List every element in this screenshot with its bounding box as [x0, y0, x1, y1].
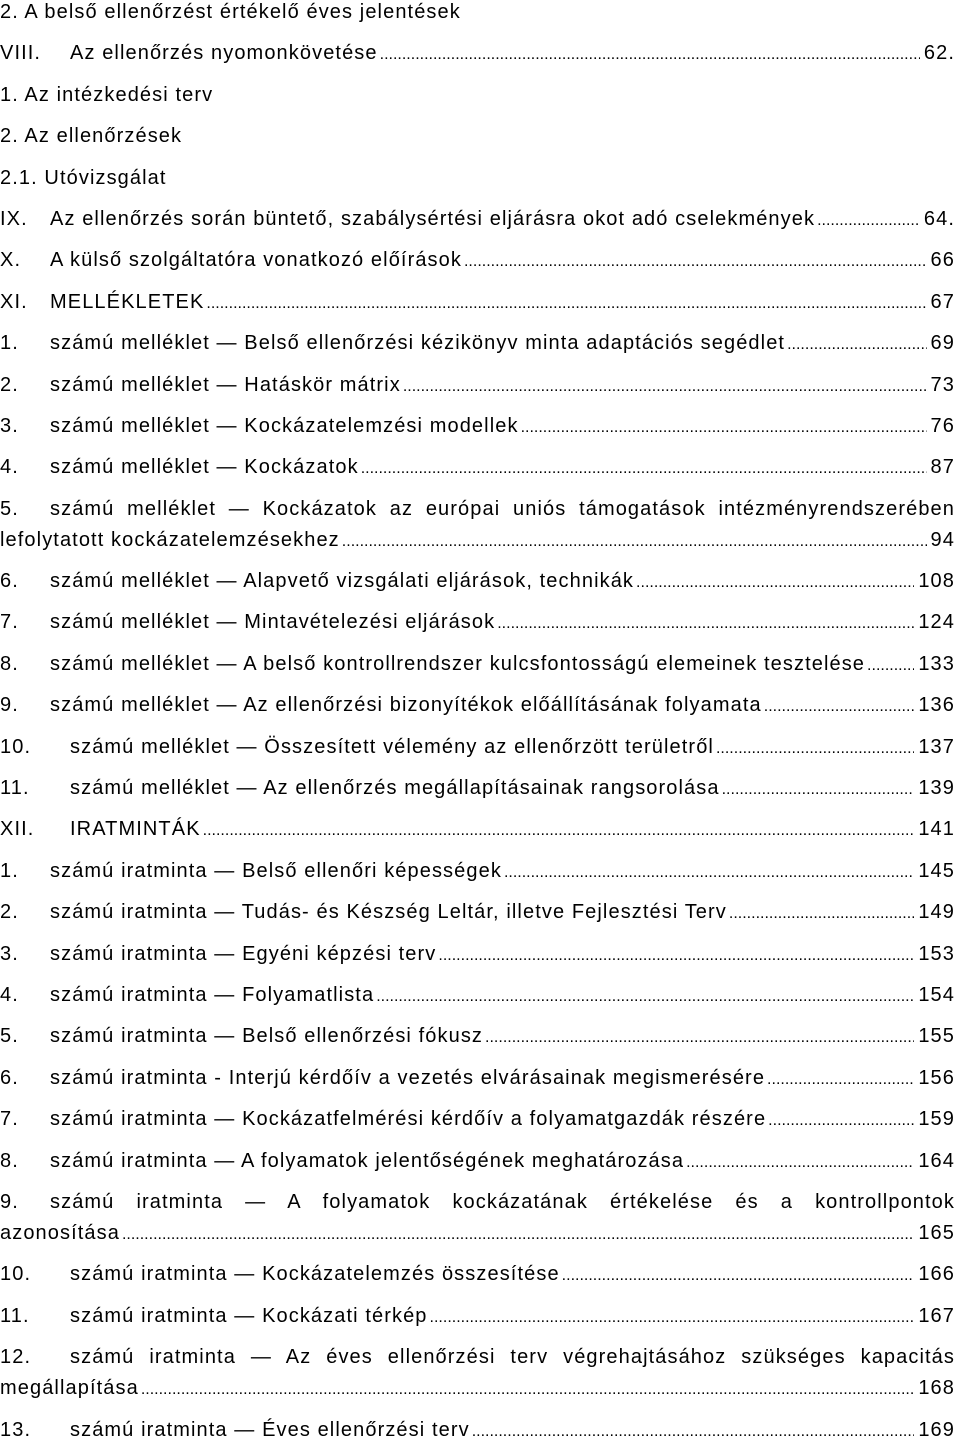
toc-entry	[0, 693, 955, 717]
toc-entry-title-continued: megállapítása	[0, 1377, 139, 1400]
toc-entry-number: 3.	[0, 414, 19, 437]
toc-entry	[0, 455, 955, 479]
toc-entry-number: 5.	[0, 1025, 19, 1048]
toc-entry-page: 166	[918, 1263, 955, 1286]
dot-leader	[430, 1306, 915, 1330]
toc-entry	[0, 1149, 955, 1173]
toc-entry	[0, 248, 955, 272]
toc-entry-number: 13.	[0, 1418, 32, 1441]
dot-leader	[521, 416, 927, 440]
toc-entry	[0, 207, 955, 231]
toc-entry-title: Az ellenőrzés nyomonkövetése	[70, 42, 378, 65]
toc-entry-continuation	[0, 1376, 955, 1400]
toc-entry-page: 64.	[923, 207, 955, 230]
toc-entry-page: 133	[918, 652, 955, 675]
toc-entry	[0, 166, 955, 190]
dot-leader	[768, 1109, 914, 1133]
toc-entry-page: 156	[918, 1066, 955, 1089]
toc-entry-number: 1.	[0, 859, 19, 882]
dot-leader	[438, 944, 914, 968]
toc-entry-number: 2.	[0, 373, 19, 396]
toc-entry-page: 108	[918, 570, 955, 593]
toc-entry-page: 169	[918, 1418, 955, 1441]
toc-entry-number: 2.	[0, 901, 19, 924]
toc-entry-page: 66	[930, 249, 955, 272]
toc-entry-number: 8.	[0, 652, 19, 675]
toc-entry-number: 6.	[0, 570, 19, 593]
toc-entry-number: 11.	[0, 1304, 30, 1327]
dot-leader	[380, 43, 920, 67]
toc-entry-title: számú melléklet — Kockázatelemzési modellek	[50, 414, 519, 437]
toc-entry-title: számú melléklet — A belső kontrollrendszer kulcsfontosságú elemeinek tesztelése	[50, 652, 866, 675]
toc-entry	[0, 610, 955, 634]
toc-entry	[0, 1304, 955, 1328]
dot-leader	[485, 1026, 914, 1050]
toc-entry-title: A külső szolgáltatóra vonatkozó előírások	[50, 249, 462, 272]
dot-leader	[764, 695, 915, 719]
toc-entry	[0, 1345, 955, 1369]
toc-entry-page: 159	[918, 1108, 955, 1131]
dot-leader	[504, 861, 914, 885]
dot-leader	[716, 737, 914, 761]
toc-entry	[0, 942, 955, 966]
toc-entry-continuation	[0, 1221, 955, 1245]
toc-entry-page: 155	[918, 1025, 955, 1048]
toc-entry-title: számú iratminta — Belső ellenőri képességek	[50, 859, 502, 882]
toc-entry	[0, 83, 955, 107]
dot-leader	[361, 457, 927, 481]
toc-entry-number: 5.	[0, 497, 19, 520]
toc-entry-number: 8.	[0, 1149, 19, 1172]
toc-entry-page: 145	[918, 859, 955, 882]
toc-entry-title: 2.1. Utóvizsgálat	[0, 166, 167, 189]
toc-entry-title: számú iratminta — Egyéni képzési terv	[50, 942, 437, 965]
toc-entry-number: 9.	[0, 1190, 19, 1213]
toc-entry-number: 7.	[0, 611, 19, 634]
dot-leader	[497, 612, 914, 636]
toc-entry-number: 4.	[0, 456, 19, 479]
toc-entry-title: számú melléklet — Kockázatok	[50, 456, 359, 479]
dot-leader	[464, 250, 927, 274]
toc-entry-page: 165	[918, 1221, 955, 1244]
toc-entry-page: 136	[918, 694, 955, 717]
toc-entry-number: XI.	[0, 290, 28, 313]
toc-entry-number: 11.	[0, 777, 30, 800]
toc-entry-title: számú iratminta — A folyamatok jelentőségének meghatározása	[50, 1149, 685, 1172]
toc-entry-title: számú iratminta — Folyamatlista	[50, 983, 375, 1006]
toc-entry-page: 67	[930, 290, 955, 313]
toc-entry	[0, 1262, 955, 1286]
toc-entry-number: X.	[0, 249, 22, 272]
toc-entry-continuation	[0, 528, 955, 552]
toc-entry-number: 6.	[0, 1066, 19, 1089]
toc-entry-number: 3.	[0, 942, 19, 965]
dot-leader	[403, 375, 927, 399]
toc-entry-title: számú melléklet — Az ellenőrzési bizonyítékok előállításának folyamata	[50, 694, 762, 717]
toc-entry-page: 167	[918, 1304, 955, 1327]
toc-entry-title: számú melléklet — Kockázatok az európai uniós támogatások intézményrendszerében	[50, 497, 955, 520]
toc-entry-title: számú iratminta — Kockázati térkép	[70, 1304, 428, 1327]
toc-entry	[0, 859, 955, 883]
dot-leader	[817, 209, 920, 233]
dot-leader	[729, 902, 914, 926]
toc-entry-title: számú iratminta — Éves ellenőrzési terv	[70, 1418, 470, 1441]
toc-entry-title: számú melléklet — Belső ellenőrzési kézikönyv minta adaptációs segédlet	[50, 332, 786, 355]
toc-entry	[0, 414, 955, 438]
toc-entry	[0, 1190, 955, 1214]
toc-entry-page: 94	[930, 528, 955, 551]
toc-entry	[0, 41, 955, 65]
toc-entry-title: MELLÉKLETEK	[50, 290, 205, 313]
toc-entry-number: 7.	[0, 1108, 19, 1131]
toc-entry-title-continued: azonosítása	[0, 1221, 120, 1244]
toc-entry-title: számú melléklet — Összesített vélemény az ellenőrzött területről	[70, 735, 714, 758]
toc-entry-title: számú melléklet — Hatáskör mátrix	[50, 373, 401, 396]
toc-entry-page: 164	[918, 1149, 955, 1172]
toc-entry-title-continued: lefolytatott kockázatelemzésekhez	[0, 528, 340, 551]
toc-entry-number: IX.	[0, 207, 28, 230]
toc-entry-title: 1. Az intézkedési terv	[0, 83, 214, 106]
dot-leader	[787, 333, 926, 357]
toc-entry-page: 168	[918, 1377, 955, 1400]
toc-entry-title: számú melléklet — Mintavételezési eljárások	[50, 611, 496, 634]
toc-entry-page: 87	[930, 456, 955, 479]
toc-entry-title: számú iratminta — Az éves ellenőrzési terv végrehajtásához szükséges kapacitás	[70, 1346, 955, 1369]
toc-entry	[0, 124, 955, 148]
toc-entry	[0, 497, 955, 521]
dot-leader	[562, 1264, 915, 1288]
toc-entry	[0, 1024, 955, 1048]
toc-entry-title: számú iratminta — Tudás- és Készség Leltár, illetve Fejlesztési Terv	[50, 901, 727, 924]
dot-leader	[722, 778, 915, 802]
toc-entry-number: 4.	[0, 983, 19, 1006]
toc-entry	[0, 1418, 955, 1442]
toc-entry	[0, 569, 955, 593]
toc-entry-number: 1.	[0, 332, 19, 355]
toc-entry-page: 73	[930, 373, 955, 396]
toc-entry-number: 10.	[0, 1263, 32, 1286]
toc-entry-title: 2. Az ellenőrzések	[0, 125, 183, 148]
dot-leader	[686, 1151, 914, 1175]
toc-entry-title: 2. A belső ellenőrzést értékelő éves jelentések	[0, 1, 461, 23]
toc-entry-title: számú iratminta — A folyamatok kockázatának értékelése és a kontrollpontok	[50, 1190, 955, 1213]
toc-entry-number: 12.	[0, 1346, 32, 1369]
toc-entry	[0, 0, 955, 24]
dot-leader	[867, 654, 914, 678]
toc-entry-page: 76	[930, 414, 955, 437]
dot-leader	[767, 1068, 914, 1092]
dot-leader	[636, 571, 914, 595]
toc-entry-page: 137	[918, 735, 955, 758]
toc-entry-number: 9.	[0, 694, 19, 717]
toc-entry	[0, 983, 955, 1007]
toc-entry	[0, 735, 955, 759]
dot-leader	[206, 292, 926, 316]
toc-entry-number: XII.	[0, 818, 35, 841]
toc-entry	[0, 1066, 955, 1090]
toc-entry	[0, 373, 955, 397]
dot-leader	[141, 1378, 915, 1402]
dot-leader	[203, 819, 915, 843]
dot-leader	[376, 985, 914, 1009]
toc-entry	[0, 652, 955, 676]
dot-leader	[342, 530, 927, 554]
toc-entry-page: 69	[930, 332, 955, 355]
toc-entry-page: 139	[918, 777, 955, 800]
toc-entry	[0, 900, 955, 924]
toc-entry-title: számú iratminta - Interjú kérdőív a vezetés elvárásainak megismerésére	[50, 1066, 766, 1089]
toc-entry-page: 141	[918, 818, 955, 841]
toc-entry	[0, 1107, 955, 1131]
toc-entry-page: 153	[918, 942, 955, 965]
toc-entry-title: IRATMINTÁK	[70, 818, 201, 841]
toc-entry-title: Az ellenőrzés során büntető, szabálysértési eljárásra okot adó cselekmények	[50, 207, 816, 230]
toc-entry-title: számú melléklet — Az ellenőrzés megállapításainak rangsorolása	[70, 777, 720, 800]
toc-entry-title: számú melléklet — Alapvető vizsgálati eljárások, technikák	[50, 570, 635, 593]
toc-entry-page: 149	[918, 901, 955, 924]
toc-entry-page: 124	[918, 611, 955, 634]
toc-entry-title: számú iratminta — Belső ellenőrzési fókusz	[50, 1025, 484, 1048]
toc-entry-title: számú iratminta — Kockázatelemzés összesítése	[70, 1263, 560, 1286]
dot-leader	[122, 1223, 914, 1247]
toc-entry-page: 154	[918, 983, 955, 1006]
toc-entry	[0, 331, 955, 355]
toc-entry-page: 62.	[923, 42, 955, 65]
toc-entry-number: 10.	[0, 735, 32, 758]
toc-entry	[0, 290, 955, 314]
toc-entry	[0, 776, 955, 800]
dot-leader	[472, 1420, 915, 1444]
toc-entry-title: számú iratminta — Kockázatfelmérési kérdőív a folyamatgazdák részére	[50, 1108, 767, 1131]
toc-entry-number: VIII.	[0, 42, 42, 65]
toc-entry	[0, 817, 955, 841]
